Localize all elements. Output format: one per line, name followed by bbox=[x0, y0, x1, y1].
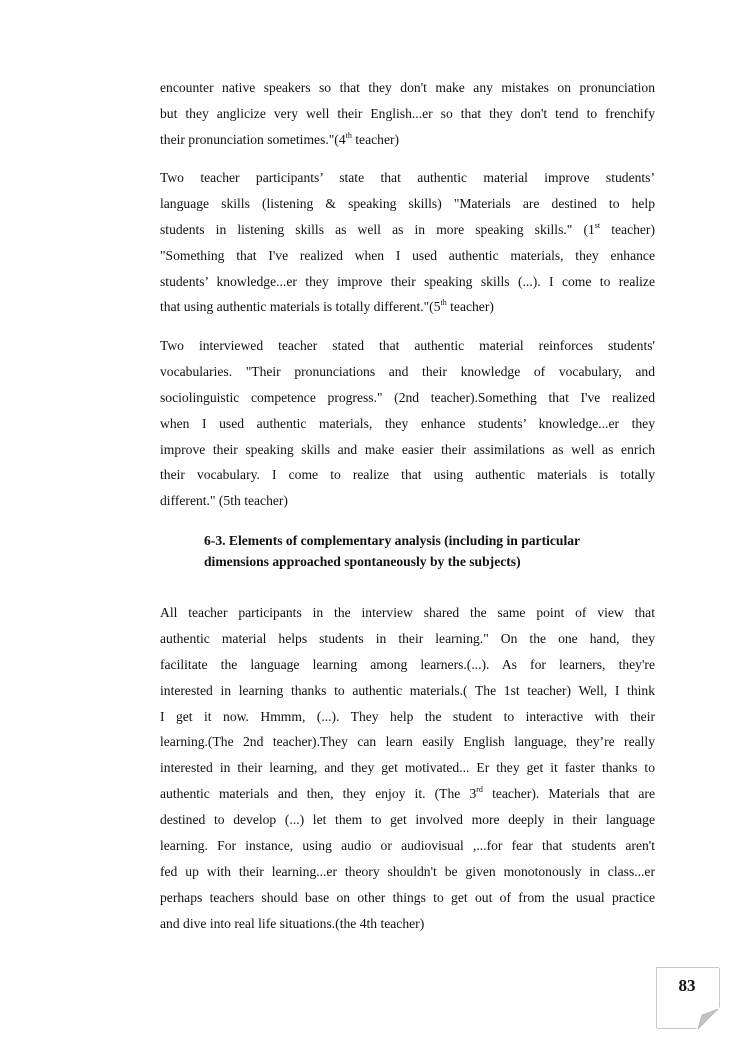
text-segment: destined to develop (...) let them to get involved more deeply in their language bbox=[160, 812, 655, 828]
text-line bbox=[160, 243, 655, 269]
text-segment: learning.(The 2nd teacher).They can learn easily English language, they’re really bbox=[160, 734, 655, 750]
section-heading bbox=[204, 530, 644, 572]
page-curl-icon bbox=[696, 1007, 720, 1029]
text-segment: different." (5th teacher) bbox=[160, 493, 288, 509]
text-segment: language skills (listening & speaking skills) "Materials are destined to help bbox=[160, 195, 655, 211]
text-segment: I get it now. Hmmm, (...). They help the student to interactive with their bbox=[160, 708, 655, 724]
text-segment: teacher). Materials that are bbox=[482, 786, 655, 802]
text-line bbox=[160, 729, 655, 755]
text-segment: perhaps teachers should base on other things to get out of from the usual practice bbox=[160, 889, 655, 905]
text-line bbox=[160, 101, 655, 127]
text-segment: authentic materials and then, they enjoy it. (The 3 bbox=[160, 786, 477, 802]
text-segment: All teacher participants in the interview shared the same point of view that bbox=[160, 605, 655, 620]
text-segment: encounter native speakers so that they don't make any mistakes on pronunciation bbox=[160, 80, 655, 95]
text-line bbox=[160, 652, 655, 678]
text-line bbox=[160, 411, 655, 437]
ordinal-superscript: th bbox=[440, 298, 447, 308]
text-segment: teacher) bbox=[446, 299, 494, 315]
ordinal-superscript: rd bbox=[476, 785, 483, 795]
text-line bbox=[160, 217, 655, 243]
ordinal-superscript: th bbox=[345, 130, 352, 140]
text-line bbox=[160, 859, 655, 885]
text-segment: sociolinguistic competence progress." (2nd teacher).Something that I've realized bbox=[160, 389, 655, 405]
text-line bbox=[160, 75, 655, 101]
text-segment: students in listening skills as well as in more speaking skills." (1 bbox=[160, 221, 595, 237]
text-segment: their vocabulary. I come to realize that using authentic materials is totally bbox=[160, 467, 655, 483]
text-line bbox=[160, 833, 655, 859]
text-line bbox=[160, 165, 655, 191]
text-segment: fed up with their learning...er theory shouldn't be given monotonously in class...er bbox=[160, 863, 655, 879]
page-number: 83 bbox=[678, 976, 696, 995]
body-paragraph bbox=[160, 333, 655, 514]
text-line bbox=[160, 462, 655, 488]
text-line bbox=[160, 385, 655, 411]
text-line bbox=[160, 437, 655, 463]
text-segment: interested in learning thanks to authentic materials.( The 1st teacher) Well, I think bbox=[160, 682, 655, 698]
body-paragraph bbox=[160, 165, 655, 320]
text-segment: Two interviewed teacher stated that authentic material reinforces students' bbox=[160, 338, 655, 353]
text-segment: learning. For instance, using audio or audiovisual ,...for fear that students aren't bbox=[160, 838, 655, 854]
text-line bbox=[160, 333, 655, 359]
text-line bbox=[160, 704, 655, 730]
text-line bbox=[160, 600, 655, 626]
text-segment: and dive into real life situations.(the 4th teacher) bbox=[160, 915, 425, 931]
body-paragraph bbox=[160, 75, 655, 153]
text-segment: that using authentic materials is totally different."(5 bbox=[160, 299, 441, 315]
text-segment: Two teacher participants’ state that authentic material improve students’ bbox=[160, 170, 655, 185]
section-heading-line: 6-3. Elements of complementary analysis (including in particular bbox=[204, 533, 581, 548]
text-line bbox=[160, 626, 655, 652]
text-segment: interested in their learning, and they get motivated... Er they get it faster thanks to bbox=[160, 760, 655, 776]
text-segment: teacher) bbox=[351, 131, 400, 147]
text-line bbox=[160, 191, 655, 217]
section-heading-line: dimensions approached spontaneously by the subjects) bbox=[204, 554, 521, 569]
text-segment: teacher) bbox=[600, 221, 655, 237]
text-segment: vocabularies. "Their pronunciations and their knowledge of vocabulary, and bbox=[160, 363, 655, 379]
text-segment: but they anglicize very well their English...er so that they don't tend to frenchify bbox=[160, 105, 655, 121]
text-segment: authentic material helps students in their learning." On the one hand, they bbox=[160, 630, 655, 646]
text-line bbox=[160, 294, 655, 320]
text-line bbox=[160, 269, 655, 295]
body-paragraph bbox=[160, 600, 655, 937]
text-line bbox=[160, 127, 655, 153]
text-line bbox=[160, 359, 655, 385]
text-line bbox=[160, 488, 655, 514]
text-line bbox=[160, 807, 655, 833]
text-line bbox=[160, 885, 655, 911]
text-segment: their pronunciation sometimes."(4 bbox=[160, 131, 346, 147]
page-number-badge bbox=[656, 967, 719, 1028]
text-segment: "Something that I've realized when I used authentic materials, they enhance bbox=[160, 247, 655, 263]
text-segment: facilitate the language learning among learners.(...). As for learners, they're bbox=[160, 656, 655, 672]
text-line bbox=[160, 678, 655, 704]
ordinal-superscript: st bbox=[594, 220, 601, 230]
text-segment: improve their speaking skills and make easier their assimilations as well as enrich bbox=[160, 441, 655, 457]
text-line bbox=[160, 911, 655, 937]
text-line bbox=[160, 755, 655, 781]
text-segment: when I used authentic materials, they enhance students’ knowledge...er they bbox=[160, 415, 655, 431]
text-line bbox=[160, 781, 655, 807]
text-segment: students’ knowledge...er they improve their speaking skills (...). I come to realize bbox=[160, 273, 655, 289]
